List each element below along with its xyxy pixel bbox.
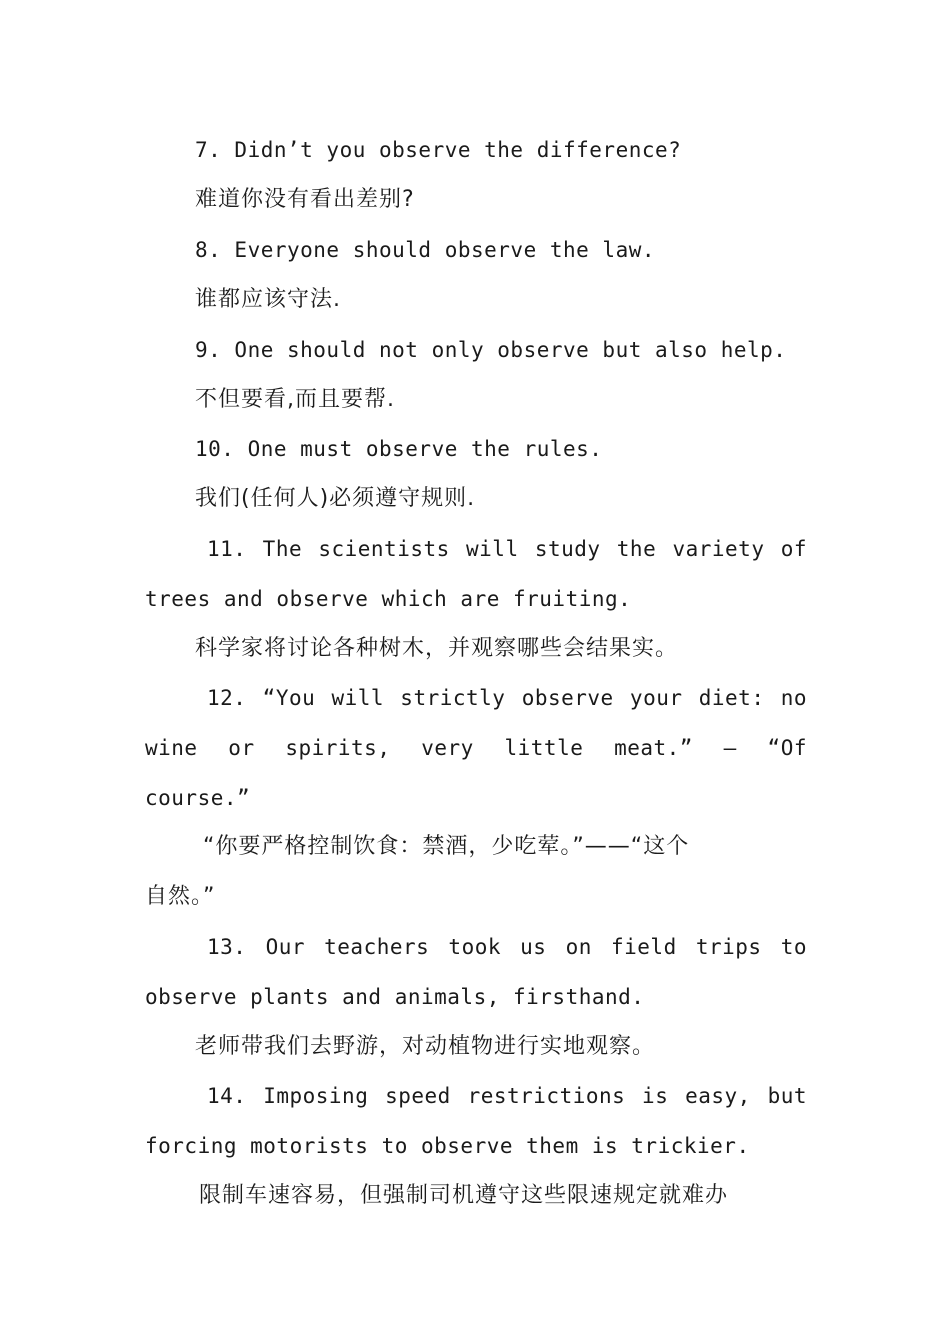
- sentence-11-english-line-2: trees and observe which are fruiting.: [145, 587, 632, 611]
- sentence-9-english: 9. One should not only observe but also help.: [195, 338, 787, 362]
- sentence-8-chinese: 谁都应该守法.: [195, 287, 341, 312]
- sentence-10-chinese: 我们(任何人)必须遵守规则.: [195, 486, 476, 511]
- sentence-9-chinese: 不但要看,而且要帮.: [195, 387, 395, 412]
- sentence-8-english: 8. Everyone should observe the law.: [195, 238, 656, 262]
- sentence-11-chinese: 科学家将讨论各种树木，并观察哪些会结果实。: [195, 636, 679, 661]
- sentence-13-chinese: 老师带我们去野游，对动植物进行实地观察。: [195, 1034, 656, 1059]
- sentence-10-english: 10. One must observe the rules.: [195, 437, 603, 461]
- sentence-12-english-line-3: course.”: [145, 786, 251, 810]
- sentence-7-chinese: 难道你没有看出差别?: [195, 187, 415, 212]
- sentence-7-english: 7. Didn’t you observe the difference?: [195, 138, 682, 162]
- sentence-14-english-line-2: forcing motorists to observe them is trickier.: [145, 1134, 750, 1158]
- sentence-12-chinese-line-1: “你要严格控制饮食：禁酒，少吃荤。”——“这个: [203, 834, 690, 859]
- sentence-14-english-line-1: 14. Imposing speed restrictions is easy, but: [207, 1084, 807, 1108]
- sentence-13-english-line-1: 13. Our teachers took us on field trips to: [207, 935, 807, 959]
- sentence-12-english-line-1: 12. “You will strictly observe your diet: no: [207, 686, 807, 710]
- sentence-11-english-line-1: 11. The scientists will study the variety of: [207, 537, 807, 561]
- sentence-13-english-line-2: observe plants and animals, firsthand.: [145, 985, 645, 1009]
- sentence-12-chinese-line-2: 自然。”: [145, 884, 216, 909]
- sentence-14-chinese: 限制车速容易，但强制司机遵守这些限速规定就难办: [199, 1183, 729, 1208]
- sentence-12-english-line-2: wine or spirits, very little meat.” — “Of: [145, 736, 807, 760]
